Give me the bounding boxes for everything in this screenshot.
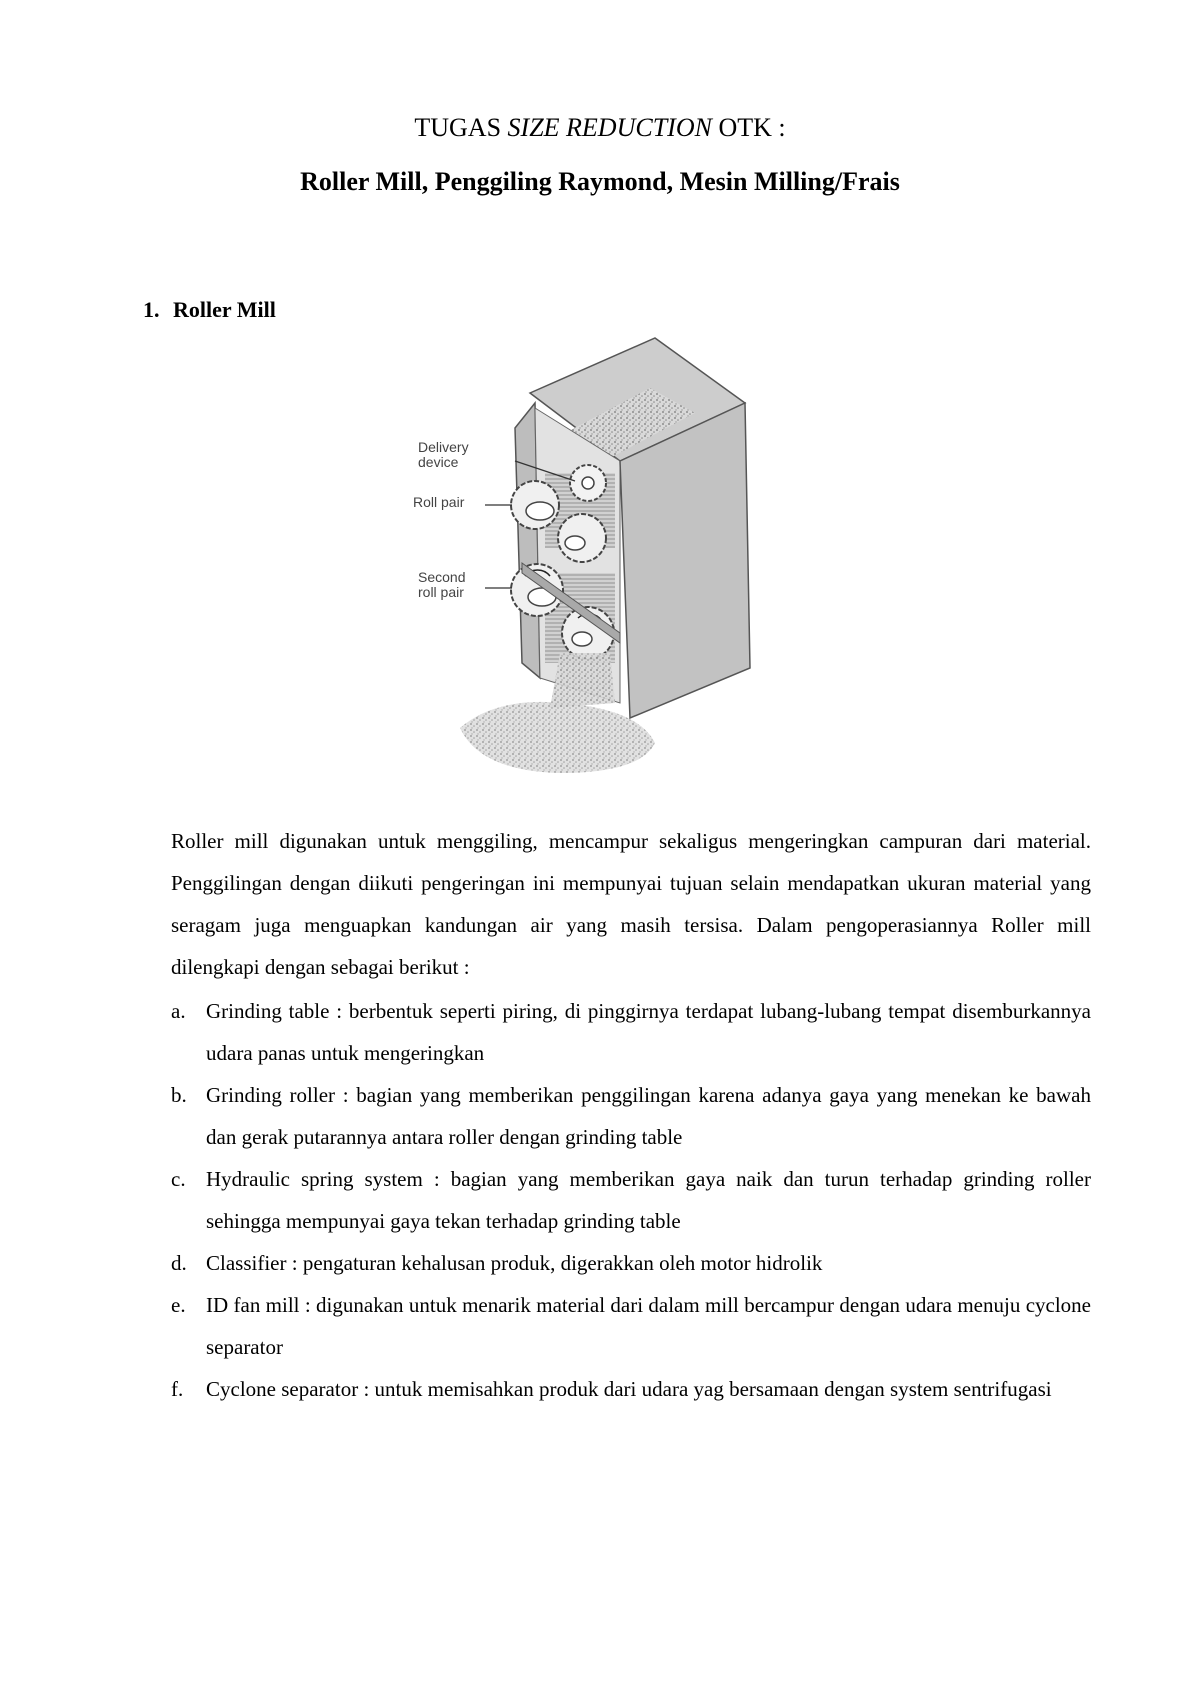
section-number: 1. xyxy=(143,297,160,322)
label-delivery-device xyxy=(418,440,469,470)
list-text: Grinding roller : bagian yang memberikan penggilingan karena adanya gaya yang menekan ke bawah dan gerak putarannya antara roller dengan grinding table xyxy=(206,1083,1091,1149)
component-list xyxy=(171,990,1091,1410)
delivery-device-gear xyxy=(570,465,606,501)
list-item xyxy=(171,1368,1091,1410)
roll-pair-right-gear xyxy=(558,514,606,562)
list-item xyxy=(171,1242,1091,1284)
list-text: Cyclone separator : untuk memisahkan produk dari udara yag bersamaan dengan system sentrifugasi xyxy=(206,1377,1052,1401)
title-prefix: TUGAS xyxy=(414,113,508,142)
roller-mill-illustration xyxy=(413,333,820,803)
label-second-roll-pair xyxy=(418,570,465,600)
spilled-material xyxy=(460,702,655,773)
document-subtitle: Roller Mill, Penggiling Raymond, Mesin Milling/Frais xyxy=(300,167,900,196)
list-text: ID fan mill : digunakan untuk menarik material dari dalam mill bercampur dengan udara menuju cyclone separator xyxy=(206,1293,1091,1359)
intro-text: Roller mill digunakan untuk menggiling, mencampur sekaligus mengeringkan campuran dari material. Penggilingan dengan diikuti pengeringan ini mempunyai tujuan selain mendapatkan ukuran material yang seragam juga menguapkan kandungan air yang masih tersisa. Dalam pengoperasiannya Roller mill dilengkapi dengan sebagai berikut : xyxy=(171,829,1091,979)
list-text: Hydraulic spring system : bagian yang memberikan gaya naik dan turun terhadap grinding roller sehingga mempunyai gaya tekan terhadap grinding table xyxy=(206,1167,1091,1233)
title-suffix: OTK : xyxy=(711,113,786,142)
roll-pair-left-gear xyxy=(511,481,559,529)
list-marker: d. xyxy=(171,1251,187,1275)
list-marker: e. xyxy=(171,1293,186,1317)
label-delivery-line2: device xyxy=(418,454,459,470)
intro-paragraph xyxy=(171,820,1091,988)
label-second-line2: roll pair xyxy=(418,584,464,600)
list-marker: a. xyxy=(171,999,186,1023)
list-item xyxy=(171,1074,1091,1158)
list-item xyxy=(171,1158,1091,1242)
list-text: Classifier : pengaturan kehalusan produk, digerakkan oleh motor hidrolik xyxy=(206,1251,823,1275)
list-text: Grinding table : berbentuk seperti piring, di pinggirnya terdapat lubang-lubang tempat disemburkannya udara panas untuk mengeringkan xyxy=(206,999,1091,1065)
list-item xyxy=(171,990,1091,1074)
label-delivery-line1: Delivery xyxy=(418,439,469,455)
section-heading xyxy=(143,295,276,325)
list-marker: c. xyxy=(171,1167,186,1191)
list-marker: b. xyxy=(171,1083,187,1107)
label-second-line1: Second xyxy=(418,569,466,585)
section-title: Roller Mill xyxy=(173,297,276,322)
falling-product xyxy=(550,653,615,708)
label-roll-pair: Roll pair xyxy=(413,494,465,510)
document-title xyxy=(0,110,1200,146)
list-item xyxy=(171,1284,1091,1368)
title-italic: SIZE REDUCTION xyxy=(507,113,712,142)
list-marker: f. xyxy=(171,1377,184,1401)
roller-mill-diagram xyxy=(440,333,820,803)
